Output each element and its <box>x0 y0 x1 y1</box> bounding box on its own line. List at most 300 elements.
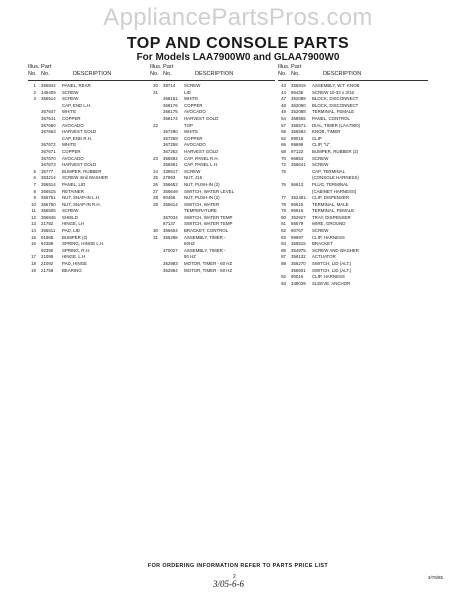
part-number: 368176 <box>163 102 178 108</box>
part-row <box>278 96 428 103</box>
part-description: (CABINET HARNESS) <box>312 188 357 194</box>
illus-number: 80 <box>281 214 286 220</box>
part-description: BUMPER (2) <box>62 234 88 240</box>
part-description: SPRING, R.H. <box>62 247 91 253</box>
illus-number: 20 <box>153 83 158 88</box>
part-number: 356132 <box>291 254 306 260</box>
part-row <box>28 261 153 268</box>
part-row <box>150 248 275 255</box>
part-row <box>278 241 428 248</box>
illus-number: 68 <box>281 148 286 154</box>
part-description: SCREW <box>62 96 79 102</box>
illus-number: 12 <box>31 214 36 220</box>
part-description: HINGE, L.H. <box>62 254 87 260</box>
header-description: DESCRIPTION <box>323 71 362 77</box>
part-description: 60HZ <box>184 241 195 247</box>
document-code: 3/78/85 <box>428 575 444 580</box>
illus-number: 15 <box>31 234 36 240</box>
part-number: 345409 <box>41 89 56 95</box>
part-number: 356919 <box>291 83 306 88</box>
part-row <box>28 189 153 196</box>
column-header <box>278 62 428 81</box>
part-description: COPPER <box>184 102 203 108</box>
part-row <box>278 103 428 110</box>
part-row <box>150 195 275 202</box>
part-row <box>150 202 275 209</box>
illus-number: 2 <box>33 89 36 95</box>
part-number: 99997 <box>291 234 304 240</box>
part-description: HARVEST GOLD <box>184 148 219 154</box>
part-row <box>28 96 153 103</box>
part-row <box>150 83 275 90</box>
part-row <box>278 189 428 196</box>
part-number: 354975 <box>291 247 306 253</box>
part-number: 21758 <box>41 267 54 273</box>
illus-number: 25 <box>153 175 158 181</box>
part-row <box>278 129 428 136</box>
part-description: NUT, J15 <box>184 175 203 181</box>
part-number: 367034 <box>163 214 178 220</box>
illus-number: 44 <box>281 89 286 95</box>
illus-number: 47 <box>281 96 286 102</box>
part-description: BRACKET <box>312 241 333 247</box>
part-number: 356592 <box>163 155 178 161</box>
illus-number: 31 <box>153 234 158 240</box>
part-number: 21092 <box>41 261 54 267</box>
part-description: SWITCH, WATER LEVEL <box>184 188 235 194</box>
part-description: DIAL, TIMER (LAA7900) <box>312 122 360 128</box>
part-description: SWITCH, WATER TEMP <box>184 214 233 220</box>
part-number: 356641 <box>291 162 306 168</box>
illus-number: 3 <box>33 96 36 102</box>
part-description: AVOCADO <box>62 155 84 161</box>
part-number: 56579 <box>291 221 304 227</box>
part-description: TRAY, DISPENSER <box>312 214 351 220</box>
part-row <box>278 248 428 255</box>
part-description: ASSEMBLY, TIMER - <box>184 234 226 240</box>
part-description: SCREW <box>312 228 329 234</box>
illus-number: 82 <box>281 228 286 234</box>
part-description: CAP, PANEL R.H. <box>184 155 219 161</box>
part-description: PLUG, TERMINAL <box>312 181 349 187</box>
watermark-text: AppliancePartsPros.com <box>103 4 373 31</box>
illus-number: 1 <box>33 83 36 88</box>
part-row <box>150 235 275 242</box>
illus-number: 22 <box>153 122 158 128</box>
part-number: 367670 <box>41 155 56 161</box>
part-description: BUMPER, RUBBER <box>62 168 102 174</box>
illus-number: 62 <box>281 135 286 141</box>
part-number: 367258 <box>163 142 178 148</box>
part-number: 87137 <box>163 221 176 227</box>
part-number: 367641 <box>41 115 56 121</box>
part-description: SWITCH, LID (ALT.) <box>312 261 352 267</box>
illus-number: 21 <box>153 89 158 95</box>
part-description: SCREW 10-32 x 3/16 <box>312 89 354 95</box>
part-number: 356601 <box>291 267 306 273</box>
part-description: SCREW <box>184 83 201 88</box>
part-row <box>150 169 275 176</box>
illus-number: 49 <box>281 109 286 115</box>
part-row <box>278 281 428 288</box>
part-number: 356649 <box>163 188 178 194</box>
part-description: AVOCADO <box>184 142 206 148</box>
part-row <box>150 103 275 110</box>
part-row <box>150 123 275 130</box>
part-number: 352090 <box>291 102 306 108</box>
part-row <box>150 116 275 123</box>
part-row <box>28 109 153 116</box>
part-description: AVOCADO <box>62 122 84 128</box>
part-number: 35777 <box>41 168 54 174</box>
part-description: PANEL, REAR <box>62 83 91 88</box>
part-row <box>150 109 275 116</box>
part-description: CAP, TERMINAL <box>312 168 346 174</box>
part-row <box>278 221 428 228</box>
part-description: COPPER <box>62 115 81 121</box>
part-number: 367290 <box>163 129 178 135</box>
part-number: 90466 <box>163 195 176 201</box>
part-row <box>150 182 275 189</box>
part-row <box>150 268 275 275</box>
part-number: 352089 <box>291 96 306 102</box>
illus-number: 13 <box>31 221 36 227</box>
part-description: CLIP, HARNESS <box>312 234 345 240</box>
illus-number: 8 <box>33 188 36 194</box>
illus-number: 76 <box>281 181 286 187</box>
part-row <box>28 221 153 228</box>
part-row <box>150 142 275 149</box>
part-row <box>28 149 153 156</box>
part-description: HARVEST GOLD <box>62 129 97 135</box>
part-description: HARVEST GOLD <box>62 162 97 168</box>
illus-number: 29 <box>153 201 158 207</box>
part-row <box>28 136 153 143</box>
part-number: 356842 <box>41 83 56 88</box>
part-row <box>278 109 428 116</box>
illus-number: 86 <box>281 247 286 253</box>
header-part-no: No. <box>41 71 50 77</box>
illus-number: 78 <box>281 201 286 207</box>
header-no: No. <box>28 71 37 77</box>
part-row <box>150 129 275 136</box>
part-description: CLIP, "U" <box>312 142 330 148</box>
part-number: 27993 <box>163 175 176 181</box>
part-description: MOTOR, TIMER - 60 HZ <box>184 261 233 267</box>
part-number: 92390 <box>41 247 54 253</box>
part-description: SCREW <box>312 155 329 161</box>
illus-number: 27 <box>153 188 158 194</box>
part-row <box>278 175 428 182</box>
part-description: SCREW 4mil WASHER <box>62 175 108 181</box>
illus-number: 11 <box>31 208 36 214</box>
part-description: COPPER <box>184 135 203 141</box>
part-row <box>28 175 153 182</box>
part-number: 356571 <box>291 122 306 128</box>
part-row <box>28 228 153 235</box>
part-description: TERMINAL, FEMALE <box>312 208 355 214</box>
part-row <box>28 103 153 110</box>
illus-number: 88 <box>281 261 286 267</box>
part-row <box>278 208 428 215</box>
part-number: 355286 <box>163 234 178 240</box>
part-description: HINGE, LH <box>62 221 84 227</box>
part-row <box>150 149 275 156</box>
part-row <box>150 221 275 228</box>
part-row <box>28 241 153 248</box>
part-row <box>278 83 428 90</box>
part-number: 352088 <box>291 109 306 115</box>
part-description: BRACKET, CONTROL <box>184 228 229 234</box>
part-row <box>278 136 428 143</box>
part-number: 367672 <box>41 142 56 148</box>
part-number: 96435 <box>291 89 304 95</box>
part-number: 352481 <box>291 195 306 201</box>
header-description: DESCRIPTION <box>195 71 234 77</box>
part-description: NUT, PUSH-IN (2) <box>184 195 220 201</box>
part-number: 356270 <box>291 261 306 267</box>
illus-number: 48 <box>281 102 286 108</box>
part-number: 90016 <box>291 274 304 280</box>
part-description: TEMPERATURE <box>184 208 217 214</box>
part-row <box>150 162 275 169</box>
part-description: TERMINAL, MALE <box>312 201 349 207</box>
part-description: SCREW AND WASHER <box>312 247 359 253</box>
part-number: 356514 <box>41 96 56 102</box>
part-number: 369565 <box>291 115 306 121</box>
page-number: 2 <box>233 574 236 580</box>
part-row <box>278 235 428 242</box>
header-no: No. <box>278 71 287 77</box>
illus-number: 7 <box>33 181 36 187</box>
illus-number: 9 <box>33 195 36 201</box>
part-row <box>278 142 428 149</box>
part-number: 352927 <box>291 214 306 220</box>
part-number: 38714 <box>163 83 176 88</box>
part-number: 367671 <box>41 148 56 154</box>
part-row <box>150 208 275 215</box>
part-description: (CONSOLE HARNESS) <box>312 175 359 181</box>
part-number: 97122 <box>291 148 304 154</box>
part-number: 356514 <box>41 181 56 187</box>
part-row <box>150 228 275 235</box>
part-row <box>278 162 428 169</box>
part-number: 356750 <box>41 201 56 207</box>
part-description: ASSEMBLY, W.T. KNOB <box>312 83 360 88</box>
part-number: 91865 <box>41 234 54 240</box>
illus-number: 75 <box>281 168 286 174</box>
part-number: 356592 <box>291 129 306 135</box>
part-row <box>278 254 428 261</box>
illus-number: 84 <box>281 241 286 247</box>
part-description: BLOCK, DISCONNECT <box>312 102 359 108</box>
column-header <box>28 62 153 81</box>
parts-rows <box>150 83 275 274</box>
part-row <box>28 83 153 90</box>
part-row <box>278 169 428 176</box>
part-number: 362984 <box>163 267 178 273</box>
header-illus-part: Illus. Part <box>150 64 174 70</box>
parts-rows <box>28 83 153 274</box>
part-description: MOTOR, TIMER - 50 HZ <box>184 267 233 273</box>
part-description: NUT, SNAP-IN R.H. <box>62 201 101 207</box>
part-description: PAD, HINGE <box>62 261 88 267</box>
part-number: 90767 <box>291 228 304 234</box>
part-number: 355515 <box>291 241 306 247</box>
illus-number: 66 <box>281 142 286 148</box>
part-number: 367262 <box>163 148 178 154</box>
page-subtitle: For Models LAA7900W0 and GLAA7900W0 <box>136 52 340 63</box>
part-number: 368175 <box>163 109 178 115</box>
part-description: CLIP, HARNESS <box>312 274 345 280</box>
part-description: CLIP <box>312 135 322 141</box>
part-row <box>278 90 428 97</box>
parts-column-2 <box>150 62 275 274</box>
part-description: CAP, END L.H. <box>62 102 92 108</box>
part-number: 96854 <box>291 155 304 161</box>
part-description: PAD, LID <box>62 228 80 234</box>
part-description: CAP, PANEL L.H. <box>184 162 219 168</box>
part-row <box>28 142 153 149</box>
part-number: 368151 <box>163 96 178 102</box>
illus-number: 19 <box>31 267 36 273</box>
part-number: 96613 <box>291 181 304 187</box>
illus-number: 58 <box>281 129 286 135</box>
part-description: ACTUATOR <box>312 254 336 260</box>
part-description: 50 HZ <box>184 254 196 260</box>
part-row <box>150 241 275 248</box>
part-description: CLIP, DISPENSER <box>312 195 350 201</box>
part-number: 356591 <box>163 162 178 168</box>
column-header <box>150 62 275 81</box>
part-number: 99015 <box>291 135 304 141</box>
part-row <box>150 136 275 143</box>
parts-column-1 <box>28 62 153 274</box>
part-row <box>28 268 153 275</box>
part-row <box>278 261 428 268</box>
illus-number: 79 <box>281 208 286 214</box>
part-description: NUT, SNAP-IN L.H. <box>62 195 101 201</box>
illus-number: 43 <box>281 83 286 88</box>
part-number: 92389 <box>41 241 54 247</box>
part-description: SWITCH, WATER TEMP <box>184 221 233 227</box>
header-illus-part: Illus. Part <box>28 64 52 70</box>
part-description: BUMPER, RUBBER (2) <box>312 148 359 154</box>
part-number: 356846 <box>41 214 56 220</box>
part-row <box>28 248 153 255</box>
part-description: WHITE <box>62 109 77 115</box>
part-row <box>28 169 153 176</box>
part-number: 353214 <box>41 175 56 181</box>
illus-number: 23 <box>153 155 158 161</box>
part-row <box>278 195 428 202</box>
part-description: ASSEMBLY, TIMER - <box>184 247 226 253</box>
part-number: 356604 <box>163 228 178 234</box>
illus-number: 30 <box>153 228 158 234</box>
part-number: 21782 <box>41 221 54 227</box>
part-number: 367673 <box>41 162 56 168</box>
illus-number: 93 <box>281 280 286 286</box>
illus-number: 92 <box>281 274 286 280</box>
part-description: SCREW <box>62 89 79 95</box>
part-number: 21098 <box>41 254 54 260</box>
part-row <box>278 123 428 130</box>
part-row <box>278 182 428 189</box>
part-row <box>28 202 153 209</box>
part-row <box>278 228 428 235</box>
handwritten-note: 3/05-6-6 <box>213 579 244 589</box>
part-row <box>150 96 275 103</box>
part-description: NUT, PUSH-IN (2) <box>184 181 220 187</box>
illus-number: 18 <box>31 261 36 267</box>
part-description: HARVEST GOLD <box>184 115 219 121</box>
part-row <box>278 116 428 123</box>
part-description: WHITE <box>62 142 77 148</box>
part-row <box>28 254 153 261</box>
part-row <box>28 162 153 169</box>
part-row <box>278 156 428 163</box>
part-number: 356614 <box>163 201 178 207</box>
illus-number: 57 <box>281 122 286 128</box>
part-description: BLOCK, DISCONNECT <box>312 96 359 102</box>
part-description: WHITE <box>184 129 199 135</box>
illus-number: 54 <box>281 115 286 121</box>
part-number: 356505 <box>41 208 56 214</box>
parts-rows <box>278 83 428 287</box>
part-row <box>28 90 153 97</box>
part-description: BEARING <box>62 267 82 273</box>
part-description: WIRE, GROUND <box>312 221 346 227</box>
illus-number: 87 <box>281 254 286 260</box>
part-number: 367647 <box>41 109 56 115</box>
part-row <box>150 254 275 261</box>
part-number: 96516 <box>291 208 304 214</box>
part-row <box>150 261 275 268</box>
part-row <box>278 149 428 156</box>
parts-column-3 <box>278 62 428 287</box>
illus-number: 6 <box>33 175 36 181</box>
part-description: WHITE <box>184 96 199 102</box>
part-number: 368174 <box>163 115 178 121</box>
watermark-banner <box>0 0 476 36</box>
part-number: 349039 <box>291 280 306 286</box>
part-description: SLEEVE, ANCHOR <box>312 280 351 286</box>
part-row <box>150 90 275 97</box>
illus-number: 24 <box>153 168 158 174</box>
part-row <box>150 156 275 163</box>
part-row <box>278 274 428 281</box>
part-number: 367259 <box>163 135 178 141</box>
part-number: 96615 <box>291 201 304 207</box>
illus-number: 5 <box>33 168 36 174</box>
illus-number: 83 <box>281 234 286 240</box>
illus-number: 28 <box>153 195 158 201</box>
part-description: AVOCADO <box>184 109 206 115</box>
part-description: SPRING, HINGE L.H. <box>62 241 105 247</box>
part-row <box>28 123 153 130</box>
part-number: 370027 <box>163 247 178 253</box>
part-description: SHIELD <box>62 214 78 220</box>
part-row <box>28 116 153 123</box>
part-number: 339517 <box>163 168 178 174</box>
illus-number: 17 <box>31 254 36 260</box>
part-description: SCREW <box>184 168 201 174</box>
part-row <box>150 175 275 182</box>
part-row <box>150 189 275 196</box>
illus-number: 16 <box>31 241 36 247</box>
illus-number: 14 <box>31 228 36 234</box>
part-description: SWITCH, LID (ALT.) <box>312 267 352 273</box>
